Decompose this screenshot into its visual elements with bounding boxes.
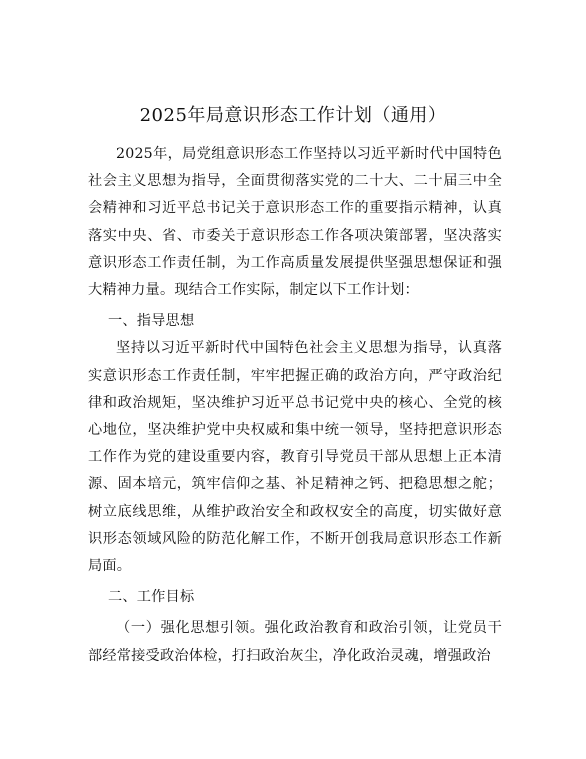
document-title: 2025年局意识形态工作计划（通用） [139, 105, 447, 126]
guiding-ideology-paragraph: 坚持以习近平新时代中国特色社会主义思想为指导，认真落实意识形态工作责任制，牢牢把握正确的政治方向，严守政治纪律和政治规矩，坚决维护习近平总书记党中央的核心、全党的核心地位，坚决维护党中央权威和集中统一领导，坚持把意识形态工作作为党的建设重要内容，教育引导党员干部从思想上正本清源、固本培元，筑牢信仰之基、补足精神之钙、把稳思想之舵；树立底线思维，从维护政治安全和政权安全的高度，切实做好意识形态领域风险的防范化解工作，不断开创我局意识形态工作新局面。 [88, 340, 502, 575]
work-goals-paragraph: （一）强化思想引领。强化政治教育和政治引领，让党员干部经常接受政治体检，打扫政治灰尘，净化政治灵魂，增强政治 [88, 620, 502, 664]
document-body [88, 141, 502, 670]
section-heading-guiding-ideology: 一、指导思想 [108, 313, 195, 330]
section-heading-work-goals: 二、工作目标 [108, 589, 195, 606]
intro-paragraph: 2025年，局党组意识形态工作坚持以习近平新时代中国特色社会主义思想为指导，全面贯彻落实党的二十大、二十届三中全会精神和习近平总书记关于意识形态工作的重要指示精神，认真落实中央、省、市委关于意识形态工作各项决策部署，坚决落实意识形态工作责任制，为工作高质量发展提供坚强思想保证和强大精神力量。现结合工作实际，制定以下工作计划： [88, 146, 502, 299]
